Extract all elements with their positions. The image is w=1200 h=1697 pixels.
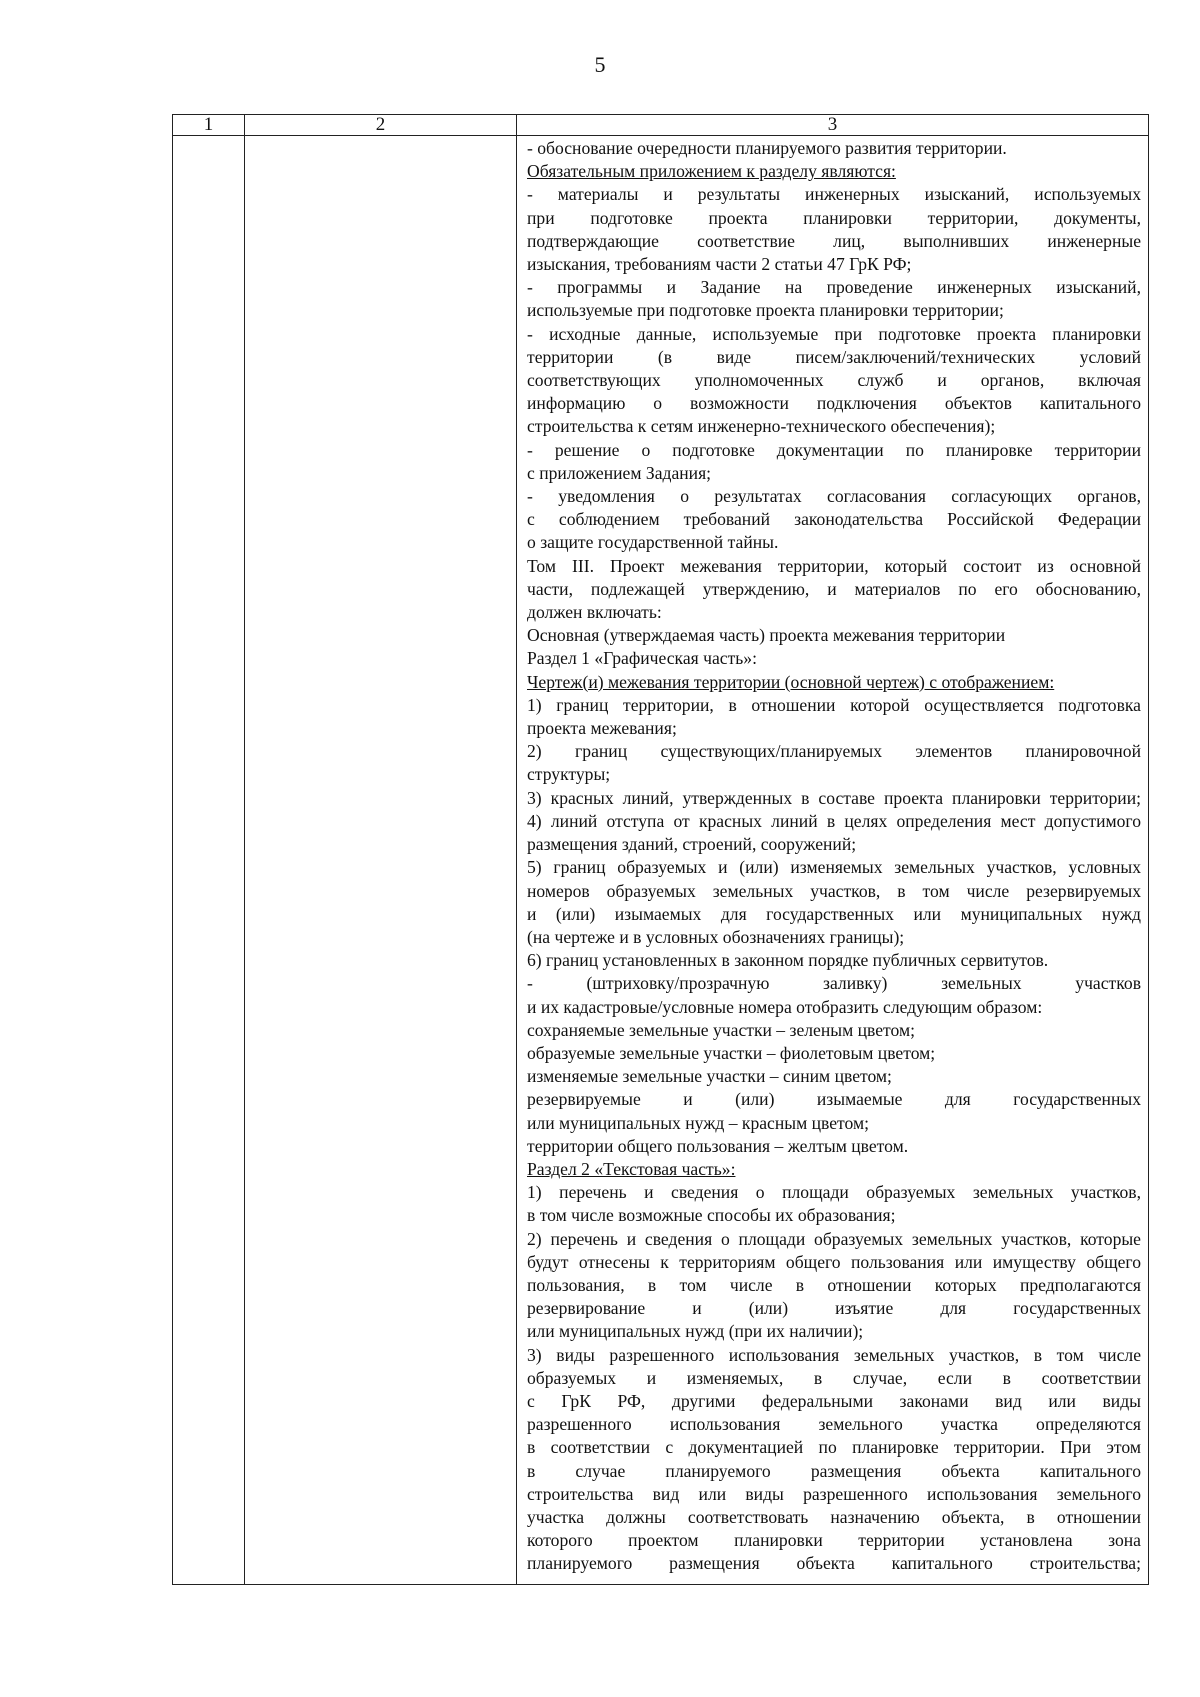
table-row: [173, 136, 1149, 1585]
text-line: или муниципальных нужд – красным цветом;: [527, 1112, 869, 1133]
text-line: Том III. Проект межевания территории, который состоит из основной: [527, 555, 1141, 576]
text-line: 3) виды разрешенного использования земельных участков, в том числе: [527, 1344, 1141, 1365]
text-line: строительства вид или виды разрешенного использования земельного: [527, 1483, 1141, 1504]
text-line: 3) красных линий, утвержденных в составе проекта планировки территории;: [527, 787, 1141, 808]
text-line: (на чертеже и в условных обозначениях границы);: [527, 926, 905, 947]
text-line: территории (в виде писем/заключений/технических условий: [527, 346, 1141, 367]
text-line: - решение о подготовке документации по планировке территории: [527, 439, 1141, 460]
cell-column-2: [245, 136, 517, 1585]
text-line: сохраняемые земельные участки – зеленым цветом;: [527, 1019, 915, 1040]
text-line: с соблюдением требований законодательства Российской Федерации: [527, 509, 1141, 530]
text-line: - материалы и результаты инженерных изысканий, используемых: [527, 184, 1141, 205]
text-line: изыскания, требованиям части 2 статьи 47 ГрК РФ;: [527, 254, 912, 275]
text-line: информацию о возможности подключения объектов капитального: [527, 393, 1141, 414]
requirements-table: [172, 114, 1149, 1585]
cell-column-1: [173, 136, 245, 1585]
text-line: 2) перечень и сведения о площади образуемых земельных участков, которые: [527, 1228, 1141, 1249]
text-line: - исходные данные, используемые при подготовке проекта планировки: [527, 323, 1141, 344]
text-line: планируемого размещения объекта капитального строительства;: [527, 1553, 1141, 1574]
text-line: - уведомления о результатах согласования согласующих органов,: [527, 486, 1141, 507]
text-line: - обоснование очередности планируемого развития территории.: [527, 138, 1007, 158]
text-line: соответствующих уполномоченных служб и органов, включая: [527, 370, 1141, 391]
text-line: которого проектом планировки территории установлена зона: [527, 1530, 1141, 1551]
text-line: 4) линий отступа от красных линий в целях определения мест допустимого: [527, 810, 1141, 831]
text-line: территории общего пользования – желтым цветом.: [527, 1135, 909, 1156]
text-line: должен включать:: [527, 602, 662, 623]
text-line: используемые при подготовке проекта планировки территории;: [527, 300, 1004, 321]
text-line: проекта межевания;: [527, 718, 677, 739]
text-line: 6) границ установленных в законном порядке публичных сервитутов.: [527, 950, 1049, 971]
text-line: участка должны соответствовать назначению объекта, в отношении: [527, 1506, 1141, 1527]
text-line: будут отнесены к территориям общего пользования или имуществу общего: [527, 1251, 1141, 1272]
text-line: Раздел 1 «Графическая часть»:: [527, 648, 757, 669]
column-header-2: 2: [245, 115, 517, 136]
column-header-1: 1: [173, 115, 245, 136]
text-line: и их кадастровые/условные номера отобразить следующим образом:: [527, 996, 1043, 1017]
text-line: 5) границ образуемых и (или) изменяемых земельных участков, условных: [527, 857, 1141, 878]
text-line: изменяемые земельные участки – синим цветом;: [527, 1066, 892, 1087]
page-number: 5: [594, 52, 606, 77]
text-line: - (штриховку/прозрачную заливку) земельных участков: [527, 973, 1141, 994]
text-line: пользования, в том числе в отношении которых предполагаются: [527, 1274, 1141, 1295]
text-line: в соответствии с документацией по планировке территории. При этом: [527, 1437, 1141, 1458]
text-line: образуемых и изменяемых, в случае, если в соответствии: [527, 1367, 1141, 1388]
text-line: строительства к сетям инженерно-технического обеспечения);: [527, 416, 996, 437]
text-line: о защите государственной тайны.: [527, 532, 779, 553]
text-line: в том числе возможные способы их образования;: [527, 1205, 896, 1226]
text-line: 1) границ территории, в отношении которой осуществляется подготовка: [527, 694, 1141, 715]
text-line: Основная (утверждаемая часть) проекта межевания территории: [527, 625, 1006, 646]
text-line: структуры;: [527, 764, 611, 785]
text-line: и (или) изымаемых для государственных или муниципальных нужд: [527, 903, 1141, 924]
text-line: резервирование и (или) изъятие для государственных: [527, 1298, 1141, 1319]
cell-column-3-text: [517, 136, 1149, 1585]
text-line: с ГрК РФ, другими федеральными законами вид или виды: [527, 1390, 1141, 1411]
text-line: Обязательным приложением к разделу являются:: [527, 161, 896, 182]
text-line: с приложением Задания;: [527, 462, 712, 483]
text-line: разрешенного использования земельного участка определяются: [527, 1414, 1141, 1435]
text-line: части, подлежащей утверждению, и материалов по его обоснованию,: [527, 578, 1141, 599]
text-line: при подготовке проекта планировки территории, документы,: [527, 207, 1141, 228]
text-line: Раздел 2 «Текстовая часть»:: [527, 1158, 736, 1179]
text-line: подтверждающие соответствие лиц, выполнивших инженерные: [527, 230, 1141, 251]
text-line: 2) границ существующих/планируемых элементов планировочной: [527, 741, 1141, 762]
text-line: Чертеж(и) межевания территории (основной чертеж) с отображением:: [527, 671, 1055, 692]
table-header-row: [173, 115, 1149, 136]
text-line: в случае планируемого размещения объекта капитального: [527, 1460, 1141, 1481]
text-line: резервируемые и (или) изымаемые для государственных: [527, 1089, 1141, 1110]
text-line: размещения зданий, строений, сооружений;: [527, 834, 857, 855]
text-line: - программы и Задание на проведение инженерных изысканий,: [527, 277, 1141, 298]
column-header-3: 3: [517, 115, 1149, 136]
text-line: образуемые земельные участки – фиолетовым цветом;: [527, 1042, 936, 1063]
text-line: номеров образуемых земельных участков, в том числе резервируемых: [527, 880, 1141, 901]
text-line: 1) перечень и сведения о площади образуемых земельных участков,: [527, 1182, 1141, 1203]
text-line: или муниципальных нужд (при их наличии);: [527, 1321, 864, 1342]
